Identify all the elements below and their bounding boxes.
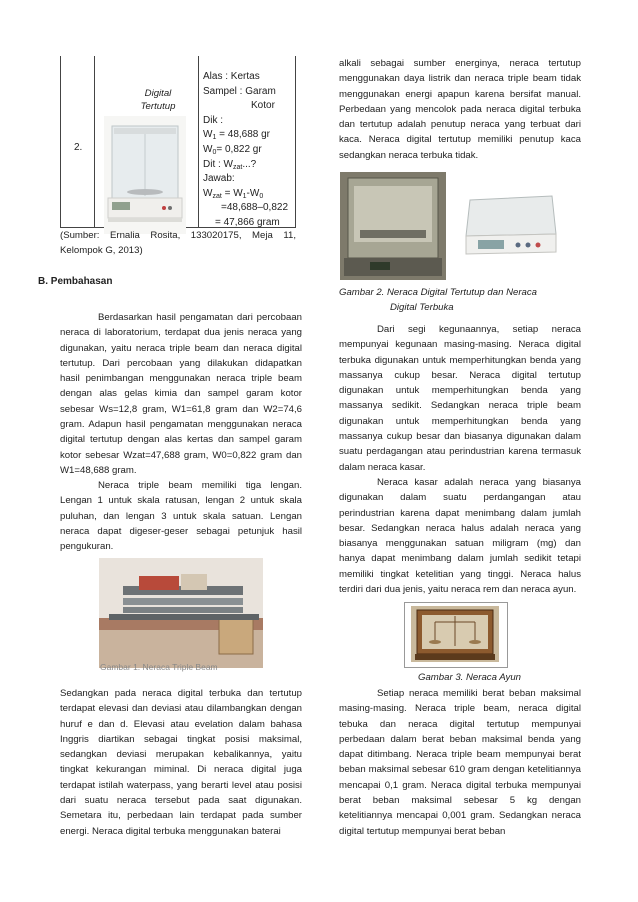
digital-closed-scale-image (104, 116, 186, 234)
figure2-caption-line1: Gambar 2. Neraca Digital Tertutup dan Neraca (339, 287, 538, 298)
figure2-caption-line2: Digital Terbuka (390, 302, 454, 313)
left-paragraph-1: Berdasarkan hasil pengamatan dari percobaan neraca di laboratorium, terdapat dua jenis neraca yang digunakan, yaitu neraca triple beam dan neraca digital tertutup. Dari percobaan yang dilakukan didapatkan hasil penimbangan menggunakan neraca triple beam dengan alas gelas kimia dan sampel garam kotor sebesar Ws=12,8 gram, W1=61,8 gram dan W2=74,6 gram. Adapun hasil pengamatan menggunakan neraca digital tertutup dengan alas kertas dan sampel garam kotor sebesar Wzat=47,688 gram, W0=0,822 gram dan W1=48,688 gram. (60, 312, 302, 476)
analytical-balance-image (411, 606, 499, 662)
closed-digital-scale-image (340, 172, 446, 280)
triple-beam-photo (99, 558, 263, 668)
calc-dit: Dit : $W_{zat}$...? (203, 158, 257, 171)
calc-wzat: $W_{zat} = W_1-W_0$ (203, 187, 264, 200)
left-paragraph-2: Neraca triple beam memiliki tiga lengan. Lengan 1 untuk skala ratusan, lengan 2 untuk skala puluhan, dan lengan 3 untuk skala satuan. Lengan neraca dapat digeser-geser sebagai petunjuk hasil pengukuran. (60, 480, 302, 553)
table-divider-1 (94, 56, 95, 228)
left-paragraph-3: Sedangkan pada neraca digital terbuka dan tertutup terdapat elevasi dan deviasi atau dilambangkan dengan huruf e dan d. Elevasi atau evelation dalam bahasa Inggris diartikan sebagai tingkat posisi maksimal, sedangkan deviasi merupakan kebalikannya, yaitu tingkat kekurangan miminal. Di neraca digital juga terdapat istilah waterpass, yang berarti level atau posisi dari suatu neraca tersebut pada saat digunakan. Semetara itu, perbedaan lain terdapat pada sumber energi. Neraca digital terbuka menggunakan baterai (60, 688, 302, 837)
table-row-title: Digital Tertutup (140, 88, 176, 112)
closed-digital-scale-photo (340, 172, 446, 280)
source-note: (Sumber: Ernalia Rosita, 133020175, Meja 11, Kelompok G, 2013) (60, 230, 296, 257)
observation-table (60, 56, 296, 228)
table-border-left (60, 56, 61, 228)
digital-scale-photo (104, 116, 186, 234)
figure1-caption-partial: Gambar 1. Neraca Triple Beam (100, 662, 218, 672)
table-border-right (295, 56, 296, 228)
table-row-number: 2. (74, 142, 83, 153)
open-digital-scale-image (456, 170, 567, 280)
analytical-balance-photo (411, 606, 499, 662)
right-paragraph-3: Neraca kasar adalah neraca yang biasanya digunakan dalam suatu perdangangan atau perindustrian karena dapat menimbang dalam jumlah besar. Sedangkan neraca halus adalah neraca yang biasanya menggunakan satuan miligram (mg) dan hanya dapat menimbang dalam jumlah sedikit tetapi memiliki tingkat ketelitian yang tinggi. Neraca halus terdiri dari dua jenis, yaitu neraca rem dan neraca ayun. (339, 477, 581, 596)
section-heading: B. Pembahasan (38, 276, 113, 287)
triple-beam-image (99, 558, 263, 668)
calculation-cell: Alas : Kertas Sampel : Garam Kotor Dik : $W_1 = 48,688$ gr $W_0= 0,822$ gr Dit : $W_{zat}$...? Jawab: $W_{zat} = W_1-W_0$ =48,688–0,822 = 47,866 gram (203, 71, 289, 228)
right-paragraph-2: Dari segi kegunaannya, setiap neraca mempunyai kegunaan masing-masing. Neraca digital terbuka digunakan untuk memperhitungkan benda yang massanya cukup besar. Neraca digital tertutup digunakan untuk memperhitungkan benda yang massanya sedikit. Sedangkan neraca triple beam digunakan untuk memperhitungkan benda yang massanya cukup besar dan biasanya digunakan dalam suatu perdagangan atau perindustrian karena termasuk dalam neraca kasar. (339, 324, 581, 473)
calc-w1: $W_1 = 48,688$ gr (203, 129, 271, 142)
open-digital-scale-photo (456, 170, 567, 280)
right-paragraph-4: Setiap neraca memiliki berat beban maksimal masing-masing. Neraca triple beam, neraca digital tebuka dan neraca digital tertutup mempunyai perbedaan dalam berat beban maksimal benda yang dapat ditimbang. Neraca triple beam mempunyai berat beban maksimal sebesar 610 gram dengan ketelitiannya mencapai 0,1 gram. Neraca digital terbuka mempunyai berat beban maksimal sebesar 5 kg dengan ketelitiannya mencapai 0,001 gram. Sedangkan neraca digital tertutup mempunyai berat beban (339, 688, 581, 837)
figure3-caption: Gambar 3. Neraca Ayun (418, 672, 522, 683)
table-divider-2 (198, 56, 199, 228)
right-paragraph-1: alkali sebagai sumber energinya, neraca tertutup menggunakan daya listrik dan neraca triple beam tidak menggunakan energi apapun karena bersifat manual. Perbedaan yang mencolok pada neraca digital terbuka dan tertutup adalah penutup neraca yang terbuat dari kaca. Neraca digital tertutup memiliki penutup kaca sedangkan neraca terbuka tidak. (339, 58, 581, 161)
calc-w0: $W_0= 0,822$ gr (203, 143, 262, 156)
